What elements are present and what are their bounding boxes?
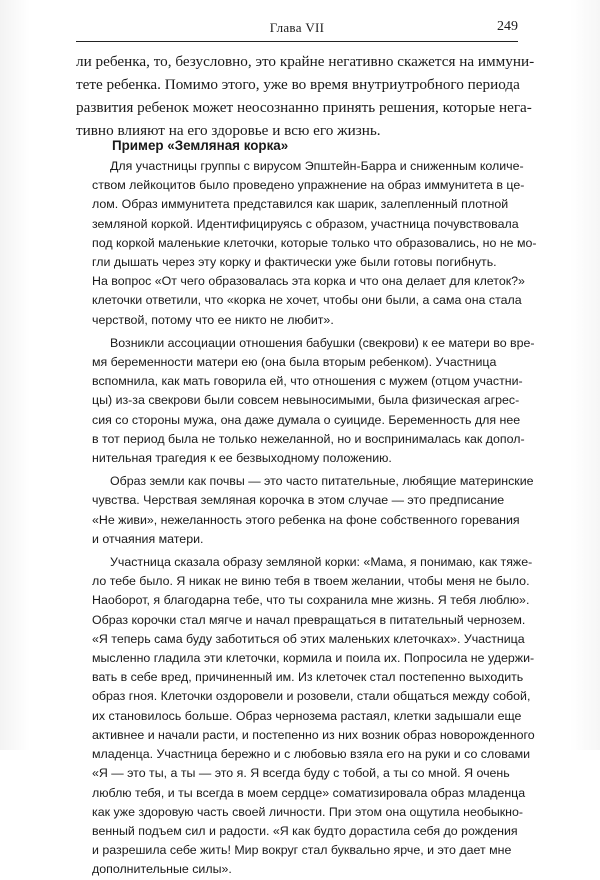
body-line: «Я — это ты, а ты — это я. Я всегда буду с тобой, а ты со мной. Я очень — [92, 766, 510, 781]
body-line: цы) из-за свекрови были совсем невыносимыми, была физическая агрес- — [92, 393, 520, 408]
body-line: люблю тебя, и ты всегда в моем сердце» соматизировала образ младенца — [92, 785, 526, 800]
body-line: сия со стороны мужа, она даже думала о суициде. Беременность для нее — [92, 412, 521, 427]
body-line: черствой, потому что ее никто не любит». — [92, 312, 334, 327]
body-line: Наоборот, я благодарна тебе, что ты сохранила мне жизнь. Я тебя люблю». — [92, 593, 530, 608]
body-line: в тот период была не только нежеланной, но и воспринималась как допол- — [92, 431, 525, 446]
body-line: На вопрос «От чего образовалась эта корка и что она делает для клеток?» — [92, 274, 525, 289]
chapter-title: Глава VII — [269, 20, 325, 35]
body-line: лом. Образ иммунитета представился как шарик, залепленный плотной — [92, 197, 509, 212]
body-line: клеточки ответили, что «корка не хочет, чтобы они были, а сама она стала — [92, 293, 522, 308]
body-line: Образ земли как почвы — это часто питательные, любящие материнские — [110, 474, 534, 489]
body-line: дополнительные силы». — [92, 862, 232, 877]
body-line: «Не живи», нежеланность этого ребенка на фоне собственного горевания — [92, 512, 520, 527]
body-line: и отчаяния матери. — [92, 531, 204, 546]
body-line: образ гноя. Клеточки оздоровели и розовели, стали общаться между собой, — [92, 689, 531, 704]
body-line: венный подъем сил и радости. «Я как будто дорастила себя до рождения — [92, 823, 518, 838]
page-number: 249 — [497, 19, 518, 34]
body-line: Участница сказала образу земляной корки: «Мама, я понимаю, как тяже- — [110, 555, 533, 570]
body-line: активнее и начали расти, и постепенно из них возник образ новорожденного — [92, 727, 535, 742]
intro-line: ли ребенка, то, безусловно, это крайне негативно скажется на иммуни- — [76, 53, 535, 70]
body-line: их становилось больше. Образ чернозема растаял, клетки задышали еще — [92, 708, 522, 723]
example-body — [92, 157, 537, 880]
body-line: под коркой маленькие клеточки, которые только что образовались, но не мо- — [92, 235, 537, 250]
body-line: Для участницы группы с вирусом Эпштейн-Барра и сниженным количе- — [110, 159, 524, 173]
body-line: «Я теперь сама буду заботиться об этих маленьких клеточках». Участница — [92, 631, 525, 646]
intro-line: тивно влияют на его здоровье и всю его жизнь. — [76, 122, 381, 139]
body-line: Возникли ассоциации отношения бабушки (свекрови) к ее матери во вре- — [110, 335, 535, 350]
body-line: мя беременности матери ею (она была вторым ребенком). Участница — [92, 355, 497, 370]
body-line: вспомнила, как мать говорила ей, что отношения с мужем (отцом участни- — [92, 374, 523, 389]
body-line: ло тебе было. Я никак не виню тебя в твоем желании, чтобы меня не было. — [92, 574, 530, 589]
body-line: нительная трагедия к ее безвыходному положению. — [92, 451, 392, 466]
intro-line: тете ребенка. Помимо этого, уже во время внутриутробного периода — [76, 76, 520, 93]
body-line: ством лейкоцитов было проведено упражнение на образ иммунитета в це- — [92, 178, 525, 193]
example-heading: Пример «Земляная корка» — [112, 138, 289, 153]
intro-paragraph — [76, 50, 535, 142]
body-line: младенца. Участница бережно и с любовью взяла его на руки и со словами — [92, 747, 531, 762]
running-header — [76, 19, 518, 42]
body-line: вать в себе вред, причиненный им. Из клеточек стал постепенно выходить — [92, 670, 524, 685]
body-line: и разрешила себе жить! Мир вокруг стал буквально ярче, и это дает мне — [92, 843, 512, 858]
body-line: мысленно гладила эти клеточки, кормила и поила их. Попросила не удержи- — [92, 651, 535, 666]
intro-line: развития ребенок может неосознанно принять решения, которые нега- — [76, 99, 532, 116]
body-line: Образ корочки стал мягче и начал превращаться в питательный чернозем. — [92, 612, 526, 627]
body-line: земляной коркой. Идентифицируясь с образом, участница почувствовала — [92, 216, 519, 231]
body-line: как уже здоровую часть своей личности. При этом она ощутила необыкно- — [92, 804, 524, 819]
body-line: чувства. Черствая земляная корочка в этом случае — это предписание — [92, 493, 505, 508]
body-line: гли дышать через эту корку и фактически уже были готовы погибнуть. — [92, 255, 497, 270]
